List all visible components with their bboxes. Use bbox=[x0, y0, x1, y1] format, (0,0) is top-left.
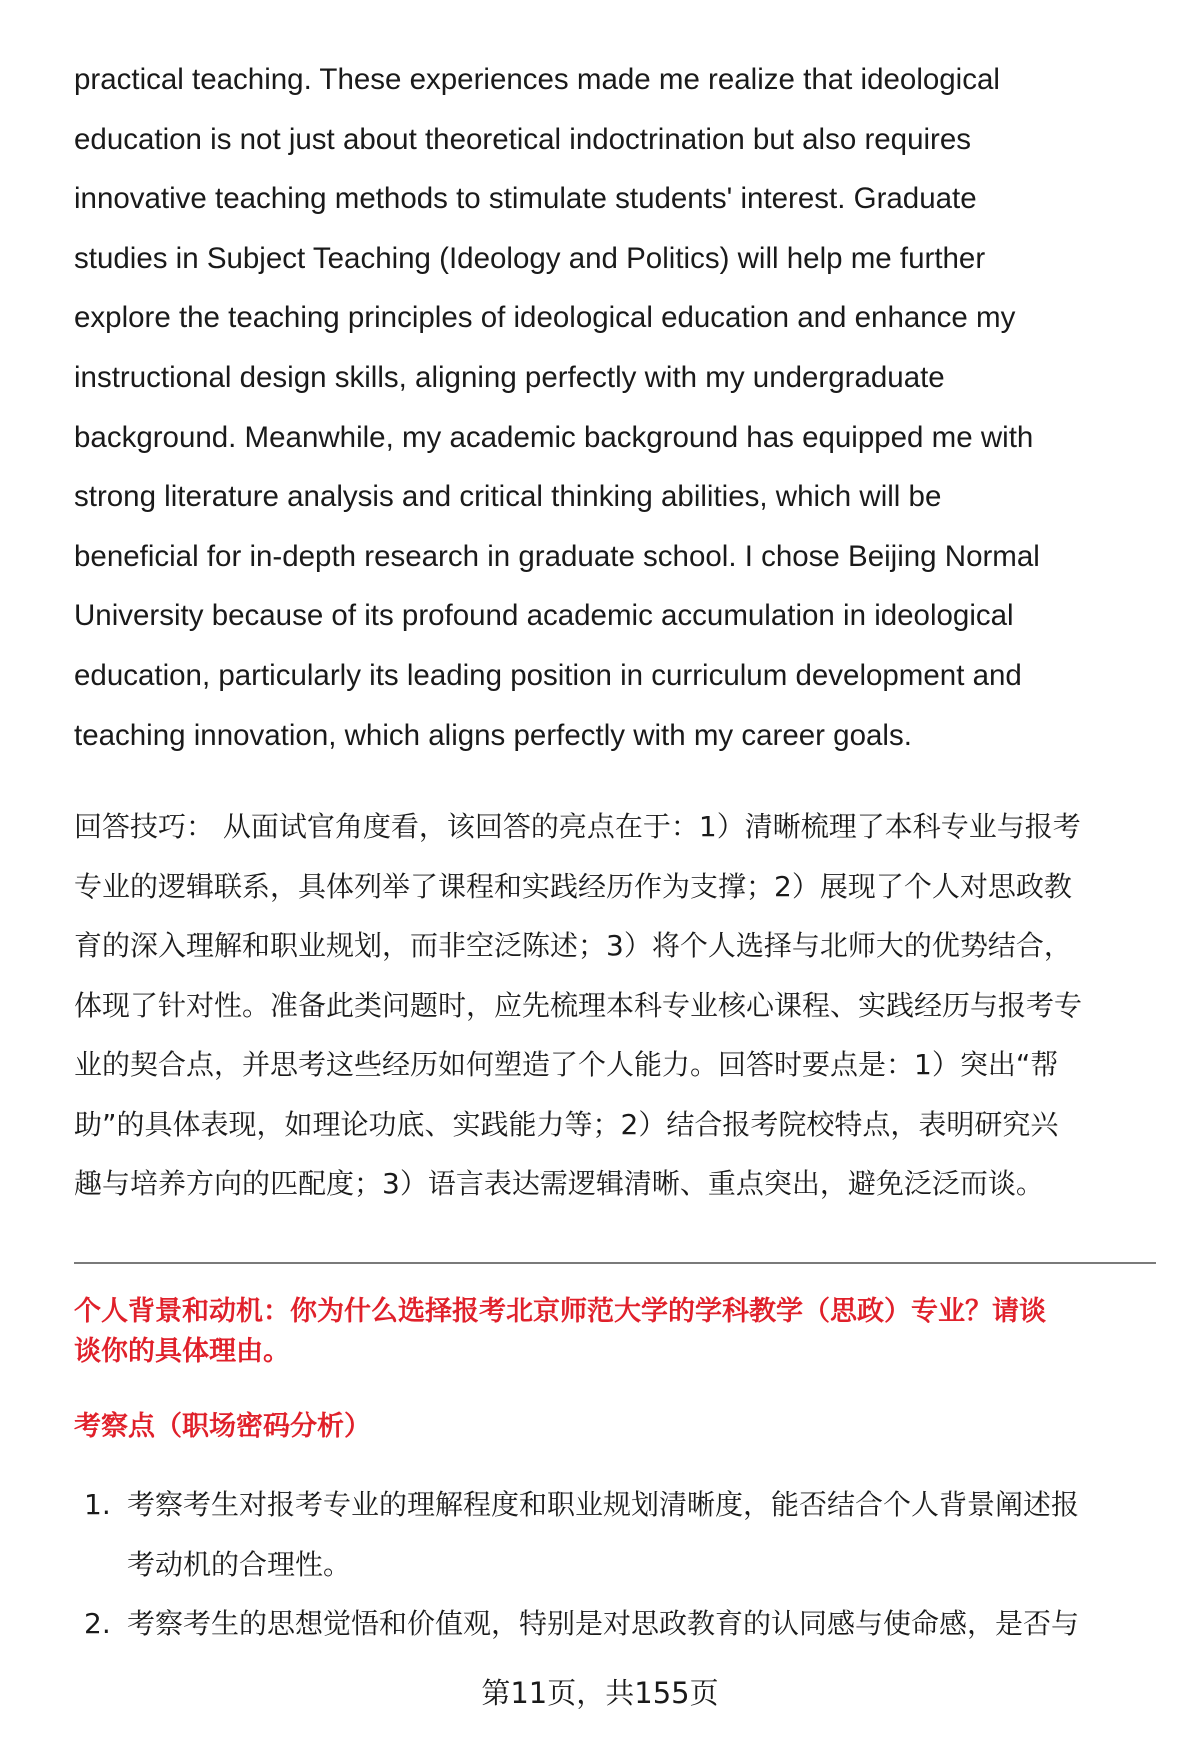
answer-line: studies in Subject Teaching (Ideology and Politics) will help me further bbox=[74, 241, 986, 275]
list-item-line: 考动机的合理性。 bbox=[127, 1547, 352, 1581]
answer-tips-line: 助”的具体表现，如理论功底、实践能力等；2）结合报考院校特点，表明研究兴 bbox=[74, 1107, 1059, 1141]
question-heading bbox=[74, 1292, 1156, 1372]
answer-line: instructional design skills, aligning perfectly with my undergraduate bbox=[74, 360, 945, 394]
answer-paragraph bbox=[74, 50, 1154, 765]
question-line: 个人背景和动机：你为什么选择报考北京师范大学的学科教学（思政）专业？请谈 bbox=[74, 1296, 1046, 1327]
assessment-points-list bbox=[74, 1475, 1154, 1654]
answer-line: background. Meanwhile, my academic background has equipped me with bbox=[74, 420, 1034, 454]
answer-tips-line: 业的契合点，并思考这些经历如何塑造了个人能力。回答时要点是：1）突出“帮 bbox=[74, 1048, 1059, 1081]
list-item-line: 考察考生对报考专业的理解程度和职业规划清晰度，能否结合个人背景阐述报 bbox=[127, 1488, 1080, 1521]
answer-line: beneficial for in-depth research in graduate school. I chose Beijing Normal bbox=[74, 539, 1040, 573]
answer-line: explore the teaching principles of ideological education and enhance my bbox=[74, 301, 1016, 335]
answer-tips-paragraph bbox=[74, 797, 1154, 1214]
answer-line: education is not just about theoretical indoctrination but also requires bbox=[74, 122, 972, 156]
list-item-number: 2. bbox=[84, 1607, 111, 1640]
answer-tips-line: 趣与培养方向的匹配度；3）语言表达需逻辑清晰、重点突出，避免泛泛而谈。 bbox=[74, 1167, 1044, 1200]
answer-line: strong literature analysis and critical thinking abilities, which will be bbox=[74, 480, 942, 514]
list-item bbox=[74, 1475, 1154, 1594]
answer-tips-line: 专业的逻辑联系，具体列举了课程和实践经历作为支撑；2）展现了个人对思政教 bbox=[74, 869, 1072, 903]
page-number-footer: 第11页，共155页 bbox=[481, 1676, 719, 1710]
answer-line: practical teaching. These experiences made me realize that ideological bbox=[74, 63, 1000, 96]
answer-line: teaching innovation, which aligns perfectly with my career goals. bbox=[74, 718, 912, 752]
list-item-line: 考察考生的思想觉悟和价值观，特别是对思政教育的认同感与使命感，是否与 bbox=[127, 1607, 1080, 1640]
answer-line: education, particularly its leading position in curriculum development and bbox=[74, 658, 1022, 692]
assessment-points-title: 考察点（职场密码分析） bbox=[74, 1411, 371, 1442]
answer-tips-line: 体现了针对性。准备此类问题时，应先梳理本科专业核心课程、实践经历与报考专 bbox=[74, 988, 1083, 1022]
section-divider bbox=[74, 1262, 1156, 1264]
question-line: 谈你的具体理由。 bbox=[74, 1336, 290, 1367]
answer-tips-line: 育的深入理解和职业规划，而非空泛陈述；3）将个人选择与北师大的优势结合， bbox=[74, 929, 1072, 962]
answer-line: University because of its profound academic accumulation in ideological bbox=[74, 599, 1014, 633]
list-item bbox=[74, 1594, 1154, 1654]
answer-line: innovative teaching methods to stimulate students' interest. Graduate bbox=[74, 182, 977, 216]
answer-tips-line: 回答技巧： 从面试官角度看，该回答的亮点在于：1）清晰梳理了本科专业与报考 bbox=[74, 810, 1081, 843]
list-item-number: 1. bbox=[84, 1488, 111, 1521]
